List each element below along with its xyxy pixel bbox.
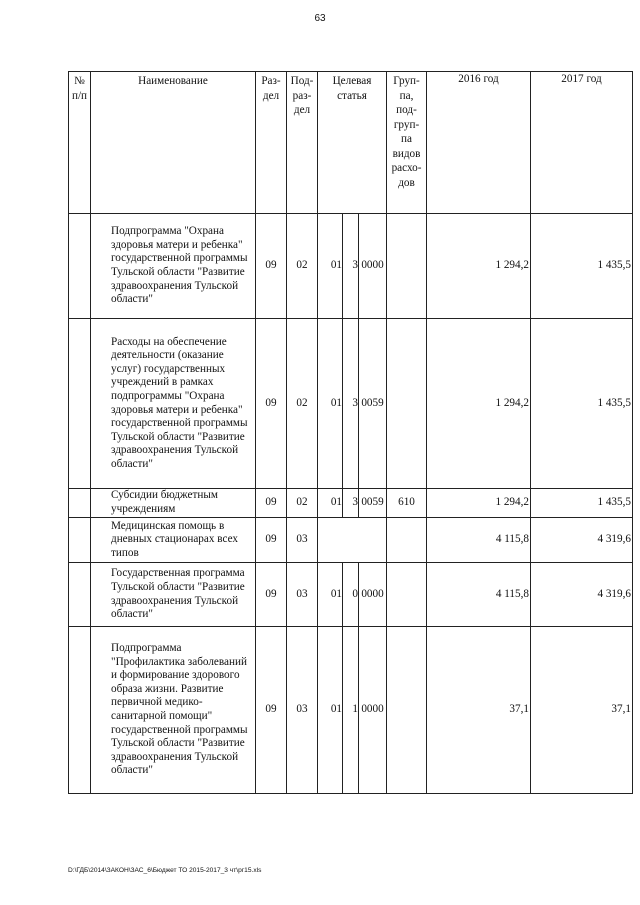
cell-2016: 1 294,2 (427, 319, 531, 489)
header-target: Целевая статья (318, 72, 387, 214)
cell-podrazdel: 03 (287, 518, 318, 563)
cell-razdel: 09 (256, 518, 287, 563)
cell-target-program: 01 (318, 489, 343, 518)
header-num: № п/п (69, 72, 91, 214)
cell-razdel: 09 (256, 214, 287, 319)
cell-group (387, 518, 427, 563)
cell-podrazdel: 03 (287, 563, 318, 627)
header-2016: 2016 год (427, 72, 531, 214)
cell-2017: 1 435,5 (531, 319, 633, 489)
file-path-footer: D:\ГДБ\2014\ЗАКОН\ЗАС_6\Бюджет ТО 2015-2017_3 чт\рг15.xls (68, 867, 262, 874)
cell-target-subprogram: 3 (343, 214, 359, 319)
cell-target-subprogram: 0 (343, 563, 359, 627)
cell-target-subprogram: 3 (343, 489, 359, 518)
cell-razdel: 09 (256, 489, 287, 518)
cell-target-empty (318, 518, 387, 563)
table-row (69, 518, 633, 563)
table-row (69, 563, 633, 627)
cell-target-code: 0000 (359, 563, 387, 627)
cell-2016: 37,1 (427, 627, 531, 794)
cell-target-program: 01 (318, 627, 343, 794)
header-name: Наименование (91, 72, 256, 214)
cell-2016: 1 294,2 (427, 214, 531, 319)
cell-name: Субсидии бюджетным учреждениям (91, 489, 256, 518)
cell-group (387, 563, 427, 627)
cell-num (69, 319, 91, 489)
cell-num (69, 627, 91, 794)
cell-podrazdel: 02 (287, 319, 318, 489)
cell-podrazdel: 02 (287, 214, 318, 319)
cell-target-program: 01 (318, 319, 343, 489)
table-row (69, 319, 633, 489)
cell-2017: 1 435,5 (531, 214, 633, 319)
table-row (69, 489, 633, 518)
header-podrazdel: Под-раз-дел (287, 72, 318, 214)
budget-table (68, 71, 633, 794)
cell-target-subprogram: 3 (343, 319, 359, 489)
cell-name: Государственная программа Тульской области "Развитие здравоохранения Тульской области" (91, 563, 256, 627)
cell-group (387, 319, 427, 489)
cell-podrazdel: 02 (287, 489, 318, 518)
cell-2017: 37,1 (531, 627, 633, 794)
cell-2017: 1 435,5 (531, 489, 633, 518)
page-number: 63 (314, 13, 326, 24)
table-row (69, 627, 633, 794)
cell-target-subprogram: 1 (343, 627, 359, 794)
cell-name: Расходы на обеспечение деятельности (оказание услуг) государственных учреждений в рамках подпрограммы "Охрана здоровья матери и ребенка" государственной программы Тульской области "Развитие здравоохранения Тульской области" (91, 319, 256, 489)
cell-razdel: 09 (256, 627, 287, 794)
cell-2017: 4 319,6 (531, 563, 633, 627)
cell-2016: 4 115,8 (427, 518, 531, 563)
cell-2016: 4 115,8 (427, 563, 531, 627)
header-group: Груп-па, под-груп-па видов расхо-дов (387, 72, 427, 214)
cell-name: Подпрограмма "Охрана здоровья матери и ребенка" государственной программы Тульской области "Развитие здравоохранения Тульской области" (91, 214, 256, 319)
cell-target-code: 0000 (359, 627, 387, 794)
cell-num (69, 518, 91, 563)
cell-2017: 4 319,6 (531, 518, 633, 563)
cell-target-code: 0059 (359, 489, 387, 518)
header-2017: 2017 год (531, 72, 633, 214)
cell-razdel: 09 (256, 319, 287, 489)
cell-num (69, 489, 91, 518)
table-row (69, 214, 633, 319)
cell-target-program: 01 (318, 214, 343, 319)
cell-group (387, 214, 427, 319)
cell-group (387, 627, 427, 794)
cell-target-program: 01 (318, 563, 343, 627)
cell-target-code: 0059 (359, 319, 387, 489)
cell-target-code: 0000 (359, 214, 387, 319)
cell-name: Медицинская помощь в дневных стационарах всех типов (91, 518, 256, 563)
cell-num (69, 214, 91, 319)
cell-num (69, 563, 91, 627)
cell-group: 610 (387, 489, 427, 518)
cell-razdel: 09 (256, 563, 287, 627)
header-razdel: Раз-дел (256, 72, 287, 214)
table-header-row (69, 72, 633, 214)
cell-name: Подпрограмма "Профилактика заболеваний и формирование здорового образа жизни. Развитие первичной медико-санитарной помощи" государственной программы Тульской области "Развитие здравоохранения Тульской области" (91, 627, 256, 794)
cell-podrazdel: 03 (287, 627, 318, 794)
cell-2016: 1 294,2 (427, 489, 531, 518)
